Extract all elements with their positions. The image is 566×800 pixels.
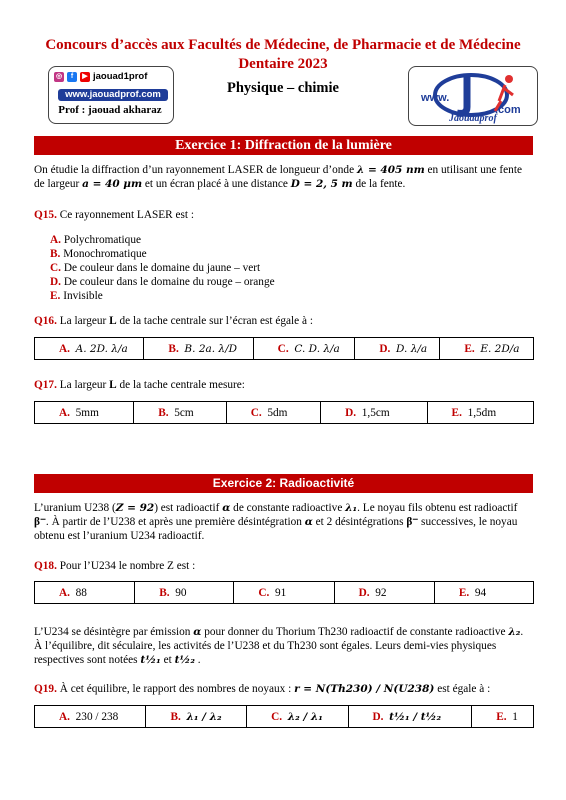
q15-option-a[interactable]: A. Polychromatique — [50, 234, 141, 246]
q19-answer-d[interactable]: D. t½₁ / t½₂ — [348, 706, 472, 728]
q16-answer-b[interactable]: B. B. 2a. λ/D — [144, 338, 253, 360]
q16-answer-c[interactable]: C. C. D. λ/a — [253, 338, 355, 360]
q19-answer-b[interactable]: B. λ₁ / λ₂ — [146, 706, 247, 728]
logo-name-text: Jaouadprof — [449, 113, 497, 124]
q18-answer-a[interactable]: A. 88 — [35, 582, 135, 604]
social-handle: jaouad1prof — [93, 71, 148, 82]
instagram-icon: ◎ — [55, 72, 63, 80]
prof-name: Prof : jaouad akharaz — [58, 104, 162, 116]
q18-answer-b[interactable]: B. 90 — [135, 582, 234, 604]
logo-www-text: www. — [421, 92, 450, 104]
q15-option-d[interactable]: D. De couleur dans le domaine du rouge – orange — [50, 276, 275, 288]
q19-answer-c[interactable]: C. λ₂ / λ₁ — [247, 706, 348, 728]
exam-title-line2: Dentaire 2023 — [238, 56, 328, 72]
facebook-icon: f — [67, 72, 77, 82]
q19-answer-table — [34, 705, 534, 728]
q17-answer-d[interactable]: D. 1,5cm — [321, 402, 427, 424]
exam-title-line1: Concours d’accès aux Facultés de Médecine, de Pharmacie et de Médecine — [45, 37, 521, 53]
jaouadprof-logo — [408, 66, 538, 126]
q17-answer-a[interactable]: A. 5mm — [35, 402, 134, 424]
q17-answer-e[interactable]: E. 1,5dm — [427, 402, 533, 424]
q16-question: Q16. La largeur L de la tache centrale sur l’écran est égale à : — [34, 315, 313, 327]
website-link: www.jaouadprof.com — [58, 89, 168, 101]
q18-answer-table — [34, 581, 534, 604]
subject-title: Physique – chimie — [227, 80, 339, 96]
q19-answer-e[interactable]: E. 1 — [472, 706, 534, 728]
q15-option-e[interactable]: E. Invisible — [50, 290, 103, 302]
q18-answer-d[interactable]: D. 92 — [334, 582, 434, 604]
exercise2-title: Exercice 2: Radioactivité — [34, 474, 533, 493]
q17-answer-c[interactable]: C. 5dm — [226, 402, 320, 424]
q16-answer-d[interactable]: D. D. λ/a — [355, 338, 440, 360]
social-row — [54, 71, 147, 82]
q15-option-c[interactable]: C. De couleur dans le domaine du jaune – vert — [50, 262, 261, 274]
exercise2-intro: L’uranium U238 (Z = 92) est radioactif α de constante radioactive λ₁. Le noyau fils obtenu est radioactif β⁻. À partir de l’U238 et après une première désintégration α et 2 désintégrations β⁻ successives, le noyau obtenu est l’uranium U234 radioactif. — [34, 502, 518, 542]
q16-answer-table — [34, 337, 534, 360]
q18-answer-c[interactable]: C. 91 — [234, 582, 334, 604]
youtube-icon: ▶ — [80, 72, 90, 82]
q15-option-b[interactable]: B. Monochromatique — [50, 248, 147, 260]
q15-question: Q15. Ce rayonnement LASER est : — [34, 209, 195, 221]
q17-question: Q17. La largeur L de la tache centrale mesure: — [34, 379, 245, 391]
jaouadprof-logo-graphic — [409, 67, 537, 125]
exercise1-intro: On étudie la diffraction d’un rayonnement LASER de longueur d’onde λ = 405 nm en utilisant une fente de largeur a = 40 μm et un écran placé à une distance D = 2, 5 m de la fente. — [34, 164, 522, 190]
q19-answer-a[interactable]: A. 230 / 238 — [35, 706, 146, 728]
q19-question: Q19. À cet équilibre, le rapport des nombres de noyaux : r = N(Th230) / N(U238) est égale à : — [34, 683, 491, 695]
q17-answer-table — [34, 401, 534, 424]
q18-answer-e[interactable]: E. 94 — [434, 582, 533, 604]
q16-answer-e[interactable]: E. E. 2D/a — [440, 338, 534, 360]
logo-com-text: .com — [495, 104, 521, 116]
q16-answer-a[interactable]: A. A. 2D. λ/a — [35, 338, 144, 360]
exercise2-intro2: L’U234 se désintègre par émission α pour donner du Thorium Th230 radioactif de constante radioactive λ₂. À l’équilibre, dit séculaire, les activités de l’U238 et du Th230 sont égales. Leurs demi-vies physiques respectives sont notées t½₁ et t½₂ . — [34, 626, 524, 666]
q18-question: Q18. Pour l’U234 le nombre Z est : — [34, 560, 196, 572]
q17-answer-b[interactable]: B. 5cm — [134, 402, 226, 424]
exercise1-title: Exercice 1: Diffraction de la lumière — [34, 136, 533, 155]
